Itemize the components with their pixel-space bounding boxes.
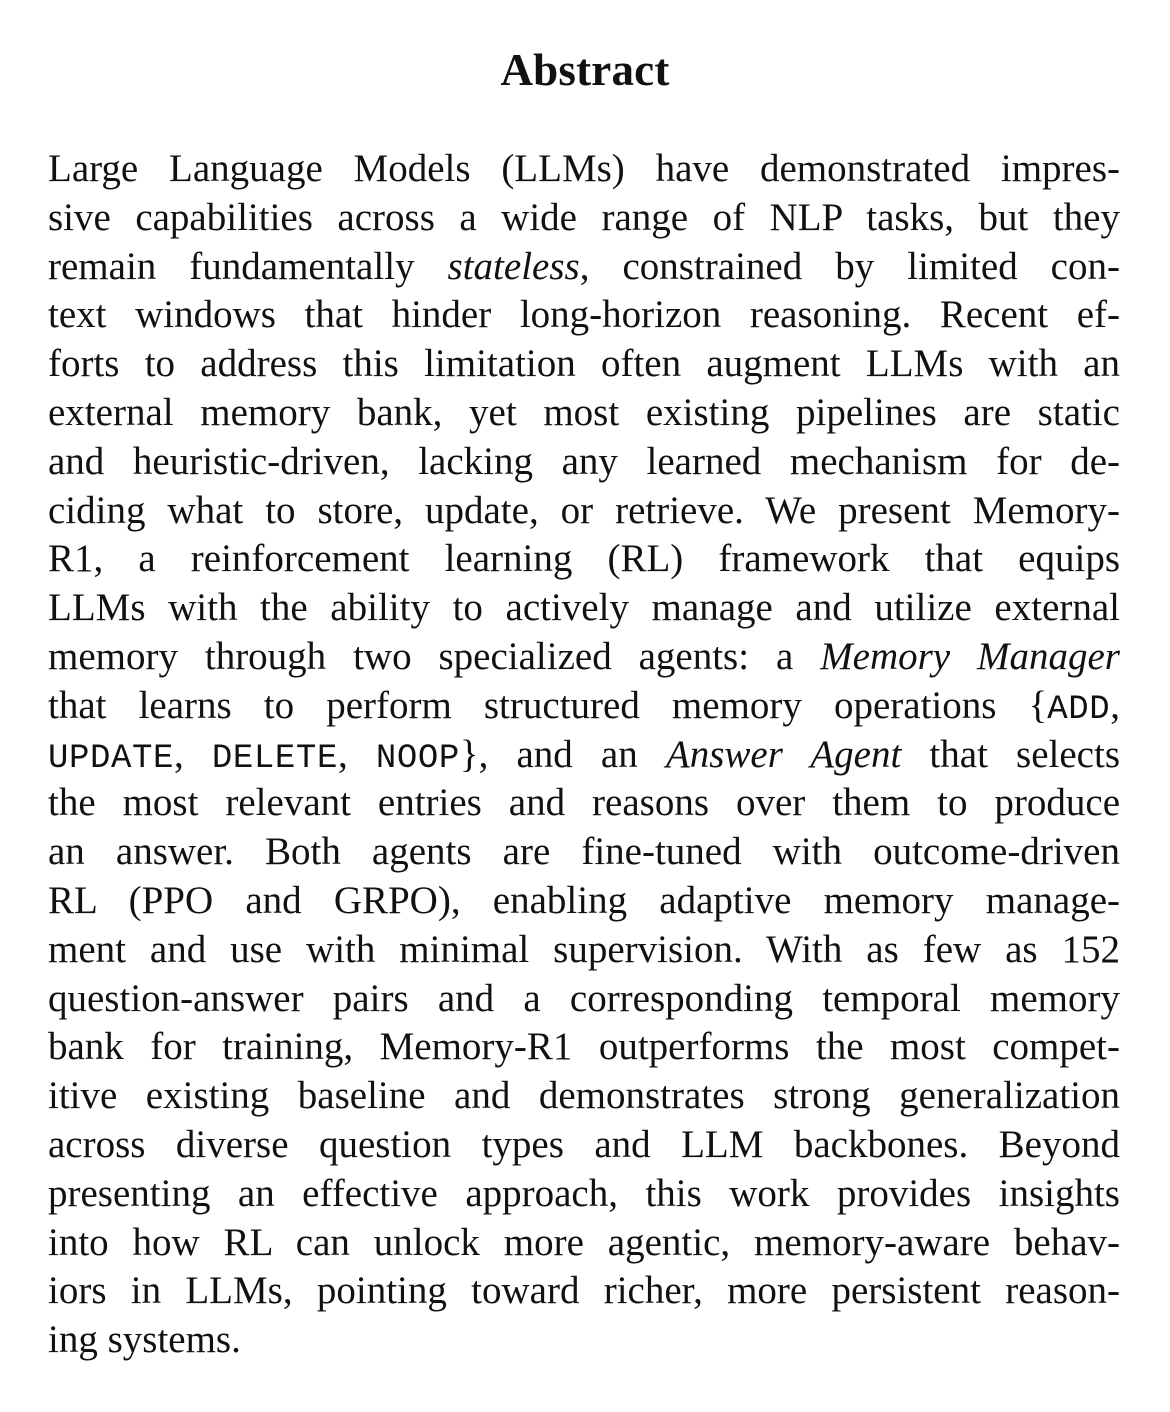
abstract-code-term: DELETE bbox=[211, 739, 338, 778]
abstract-heading: Abstract bbox=[500, 45, 670, 95]
abstract-code-term: NOOP bbox=[375, 739, 460, 778]
abstract-text: R1, a reinforcement learning (RL) framework that equips bbox=[48, 537, 1120, 581]
abstract-line bbox=[48, 438, 1120, 487]
abstract-text: remain fundamentally bbox=[48, 244, 448, 288]
abstract-line bbox=[48, 1316, 1120, 1365]
abstract-text: iors in LLMs, pointing toward richer, more persistent reason- bbox=[48, 1269, 1120, 1313]
abstract-text: that learns to perform structured memory operations { bbox=[48, 683, 1048, 727]
abstract-text: into how RL can unlock more agentic, memory-aware behav- bbox=[48, 1220, 1120, 1264]
abstract-line bbox=[48, 779, 1120, 828]
abstract-text: question-answer pairs and a corresponding temporal memory bbox=[48, 976, 1120, 1020]
abstract-line bbox=[48, 1023, 1120, 1072]
abstract-line bbox=[48, 1072, 1120, 1121]
abstract-line bbox=[48, 535, 1120, 584]
abstract-code-term: ADD bbox=[1047, 690, 1111, 729]
abstract-text: and heuristic-driven, lacking any learned mechanism for de- bbox=[48, 439, 1120, 483]
abstract-text: , bbox=[1110, 683, 1120, 727]
abstract-line bbox=[48, 340, 1120, 389]
abstract-text: across diverse question types and LLM backbones. Beyond bbox=[48, 1122, 1120, 1166]
abstract-italic-term: Answer Agent bbox=[665, 732, 902, 776]
abstract-line bbox=[48, 291, 1120, 340]
abstract-italic-term: Memory Manager bbox=[820, 634, 1120, 678]
abstract-line bbox=[48, 1121, 1120, 1170]
abstract-text: RL (PPO and GRPO), enabling adaptive memory manage- bbox=[48, 878, 1120, 922]
abstract-text: itive existing baseline and demonstrates strong generalization bbox=[48, 1074, 1120, 1118]
abstract-text: sive capabilities across a wide range of NLP tasks, but they bbox=[48, 195, 1120, 239]
abstract-text: memory through two specialized agents: a bbox=[48, 634, 821, 678]
abstract-text: ciding what to store, update, or retrieve. We present Memory- bbox=[48, 488, 1120, 532]
abstract-text: Large Language Models (LLMs) have demonstrated impres- bbox=[48, 147, 1120, 190]
abstract-text: presenting an effective approach, this work provides insights bbox=[48, 1171, 1120, 1215]
abstract-line bbox=[48, 584, 1120, 633]
abstract-text: ing systems. bbox=[48, 1318, 241, 1362]
abstract-line bbox=[48, 194, 1120, 243]
abstract-text: bank for training, Memory-R1 outperforms the most compet- bbox=[48, 1025, 1120, 1069]
abstract-text: LLMs with the ability to actively manage and utilize external bbox=[48, 586, 1120, 630]
abstract-text: text windows that hinder long-horizon reasoning. Recent ef- bbox=[48, 293, 1120, 337]
abstract-line bbox=[48, 389, 1120, 438]
abstract-text: , bbox=[174, 732, 212, 776]
abstract-line bbox=[48, 682, 1120, 731]
abstract-text: ment and use with minimal supervision. With as few as 152 bbox=[48, 927, 1120, 971]
abstract-text: forts to address this limitation often augment LLMs with an bbox=[48, 342, 1120, 386]
abstract-line bbox=[48, 1267, 1120, 1316]
abstract-line bbox=[48, 731, 1120, 780]
abstract-line bbox=[48, 243, 1120, 292]
abstract-code-term: UPDATE bbox=[48, 739, 175, 778]
abstract-text: , bbox=[337, 732, 376, 776]
abstract-line bbox=[48, 828, 1120, 877]
abstract-text: external memory bank, yet most existing pipelines are static bbox=[48, 390, 1120, 434]
abstract-text: , constrained by limited con- bbox=[579, 244, 1120, 288]
abstract-line bbox=[48, 877, 1120, 926]
abstract-line bbox=[48, 487, 1120, 536]
abstract-line bbox=[48, 1219, 1120, 1268]
abstract-line bbox=[48, 633, 1120, 682]
abstract-text: }, and an bbox=[459, 732, 666, 776]
abstract-text: an answer. Both agents are fine-tuned with outcome-driven bbox=[48, 830, 1120, 874]
abstract-line bbox=[48, 1170, 1120, 1219]
abstract-line bbox=[48, 145, 1120, 194]
abstract-italic-term: stateless bbox=[447, 244, 580, 288]
abstract-line bbox=[48, 975, 1120, 1024]
abstract-line bbox=[48, 926, 1120, 975]
abstract-text: the most relevant entries and reasons over them to produce bbox=[48, 781, 1120, 825]
abstract-body bbox=[48, 145, 1120, 1365]
abstract-text: that selects bbox=[901, 732, 1120, 776]
